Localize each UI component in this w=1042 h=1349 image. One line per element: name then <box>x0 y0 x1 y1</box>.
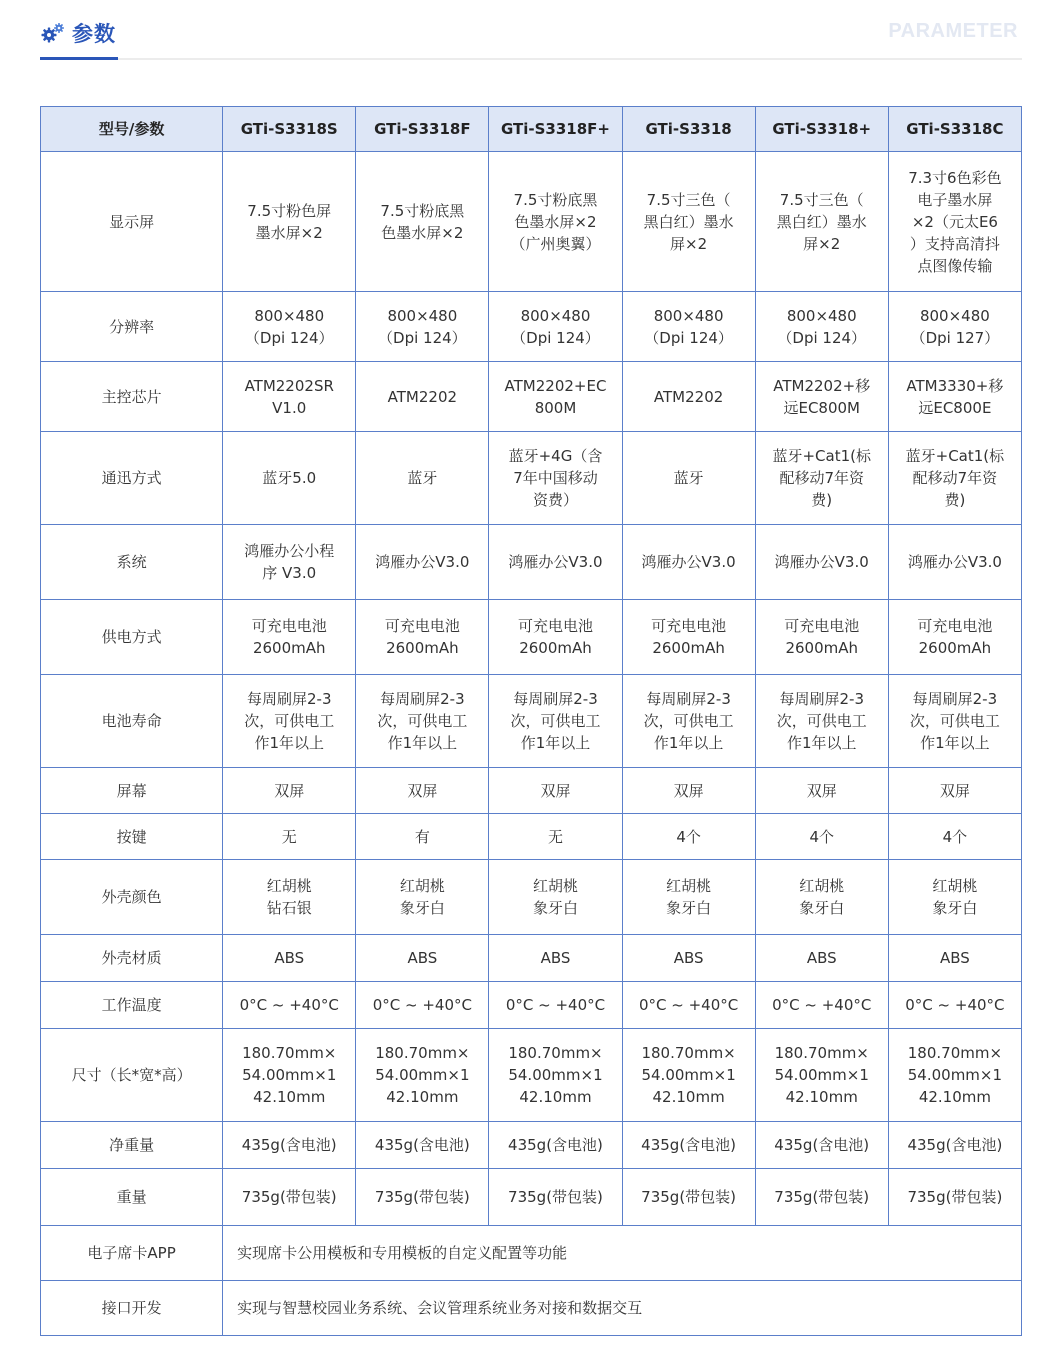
table-cell <box>356 525 489 600</box>
table-cell <box>888 600 1021 675</box>
cell-text-line: 蓝牙+4G（含 <box>508 447 603 465</box>
table-cell <box>755 525 888 600</box>
cell-text-line: ATM2202SR <box>244 376 334 395</box>
table-cell <box>888 768 1021 814</box>
column-header-model: GTi-S3318C <box>888 107 1021 152</box>
table-cell <box>489 600 622 675</box>
section-title-english: PARAMETER <box>888 20 1018 42</box>
cell-text-line: 蓝牙+Cat1(标 <box>772 447 871 465</box>
cell-text-line: 800×480 <box>520 306 591 325</box>
cell-text-line: （Dpi 124） <box>777 328 867 347</box>
cell-text-line: 次，可供电工 <box>776 712 867 730</box>
feature-description: 实现与智慧校园业务系统、会议管理系统业务对接和数据交互 <box>223 1281 1022 1336</box>
cell-text-line: 42.10mm <box>785 1088 858 1106</box>
cell-text-line: 象牙白 <box>666 899 712 917</box>
cell-text-line: 180.70mm× <box>375 1044 470 1062</box>
table-cell <box>223 1169 356 1226</box>
cell-text-line: 可充电电池 <box>384 617 460 635</box>
cell-text-line: ATM2202+移 <box>773 376 871 395</box>
column-header-model: GTi-S3318F+ <box>489 107 622 152</box>
cell-text-line: 序 V3.0 <box>262 564 317 582</box>
cell-text-line: 435g(含电池) <box>374 1136 470 1154</box>
row-label: 分辨率 <box>41 292 223 362</box>
cell-text-line: 点图像传输 <box>917 256 993 275</box>
feature-description: 实现席卡公用模板和专用模板的自定义配置等功能 <box>223 1226 1022 1281</box>
cell-text-line: 双屏 <box>274 781 305 800</box>
table-cell <box>489 814 622 860</box>
row-label: 重量 <box>41 1169 223 1226</box>
table-cell <box>489 1122 622 1169</box>
cell-text-line: 每周刷屏2-3 <box>779 690 864 708</box>
cell-text-line: 435g(含电池) <box>907 1136 1003 1154</box>
cell-text-line: 0°C ~ +40°C <box>772 996 872 1014</box>
cell-text-line: 可充电电池 <box>517 617 593 635</box>
cell-text-line: 屏×2 <box>670 234 708 253</box>
cell-text-line: 屏×2 <box>803 234 841 253</box>
cell-text-line: 远EC800E <box>918 398 992 417</box>
cell-text-line: ATM2202+EC <box>504 376 607 395</box>
cell-text-line: 735g(带包装) <box>508 1188 603 1206</box>
cell-text-line: 54.00mm×1 <box>641 1066 736 1084</box>
row-label: 按键 <box>41 814 223 860</box>
cell-text-line: 0°C ~ +40°C <box>505 996 606 1014</box>
cell-text-line: （广州奥翼） <box>510 234 601 253</box>
cell-text-line: 54.00mm×1 <box>508 1066 603 1084</box>
cell-text-line: ABS <box>939 949 970 967</box>
table-cell <box>755 292 888 362</box>
column-header-model: GTi-S3318S <box>223 107 356 152</box>
cell-text-line: 次，可供电工 <box>510 712 601 730</box>
row-label: 通迅方式 <box>41 432 223 525</box>
cell-text-line: 435g(含电池) <box>508 1136 603 1154</box>
table-row <box>41 600 1022 675</box>
cell-text-line: 配移动7年资 <box>912 469 998 487</box>
table-cell <box>755 982 888 1029</box>
cell-text-line: 4个 <box>942 827 968 846</box>
table-cell <box>489 675 622 768</box>
cell-text-line: 蓝牙 <box>673 469 704 487</box>
cell-text-line: 作1年以上 <box>520 734 591 752</box>
cell-text-line: 红胡桃 <box>266 877 312 895</box>
cell-text-line: 0°C ~ +40°C <box>372 996 472 1014</box>
cell-text-line: 鸿雁办公V3.0 <box>907 553 1002 571</box>
row-label: 主控芯片 <box>41 362 223 432</box>
cell-text-line: 42.10mm <box>652 1088 725 1106</box>
cell-text-line: 0°C ~ +40°C <box>239 996 339 1014</box>
table-cell <box>489 982 622 1029</box>
cell-text-line: 费) <box>944 491 966 509</box>
cell-text-line: 800×480 <box>919 306 990 325</box>
table-cell <box>356 982 489 1029</box>
cell-text-line: 无 <box>281 827 297 846</box>
table-cell <box>622 768 755 814</box>
table-row <box>41 1029 1022 1122</box>
cell-text-line: 4个 <box>676 827 701 846</box>
cell-text-line: 735g(带包装) <box>907 1188 1003 1206</box>
table-cell <box>888 675 1021 768</box>
cell-text-line: ）支持高清抖 <box>909 234 1000 253</box>
table-cell <box>755 935 888 982</box>
cell-text-line: 2600mAh <box>519 639 592 657</box>
table-cell <box>223 675 356 768</box>
table-row-wide <box>41 1226 1022 1281</box>
cell-text-line: 鸿雁办公V3.0 <box>508 553 603 571</box>
cell-text-line: 次，可供电工 <box>377 712 468 730</box>
cell-text-line: 红胡桃 <box>532 877 578 895</box>
table-cell <box>622 814 755 860</box>
cell-text-line: 鸿雁办公V3.0 <box>774 553 869 571</box>
cell-text-line: V1.0 <box>272 398 307 417</box>
cell-text-line: 180.70mm× <box>242 1044 337 1062</box>
cell-text-line: 0°C ~ +40°C <box>905 996 1005 1014</box>
cell-text-line: 180.70mm× <box>774 1044 869 1062</box>
cell-text-line: 黑白红）墨水 <box>776 212 867 231</box>
cell-text-line: （Dpi 124） <box>378 328 467 347</box>
cell-text-line: 作1年以上 <box>653 734 724 752</box>
cell-text-line: 象牙白 <box>799 899 845 917</box>
table-cell <box>622 362 755 432</box>
cell-text-line: 次，可供电工 <box>909 712 1000 730</box>
column-header-model: GTi-S3318F <box>356 107 489 152</box>
cell-text-line: 42.10mm <box>918 1088 991 1106</box>
table-cell <box>888 1169 1021 1226</box>
cell-text-line: 钻石银 <box>266 899 312 917</box>
cell-text-line: 配移动7年资 <box>779 469 864 487</box>
cell-text-line: 象牙白 <box>399 899 445 917</box>
cell-text-line: 蓝牙5.0 <box>262 469 317 487</box>
cell-text-line: 735g(带包装) <box>374 1188 470 1206</box>
cell-text-line: ATM2202 <box>653 387 724 406</box>
cell-text-line: 鸿雁办公小程 <box>244 542 335 560</box>
table-row <box>41 935 1022 982</box>
cell-text-line: 墨水屏×2 <box>255 223 323 242</box>
row-label: 接口开发 <box>41 1281 223 1336</box>
row-label: 屏幕 <box>41 768 223 814</box>
row-label: 外壳颜色 <box>41 860 223 935</box>
cell-text-line: ×2（元太E6 <box>911 212 998 231</box>
cell-text-line: 每周刷屏2-3 <box>646 690 731 708</box>
column-header-label: 型号/参数 <box>41 107 223 152</box>
table-cell <box>489 525 622 600</box>
table-cell <box>223 152 356 292</box>
cell-text-line: 次，可供电工 <box>244 712 335 730</box>
table-cell <box>622 935 755 982</box>
table-cell <box>489 860 622 935</box>
cell-text-line: 180.70mm× <box>508 1044 603 1062</box>
table-cell <box>755 814 888 860</box>
table-cell <box>356 600 489 675</box>
table-cell <box>356 768 489 814</box>
table-row <box>41 814 1022 860</box>
cell-text-line: 费) <box>811 491 833 509</box>
header-divider-accent <box>40 57 118 60</box>
row-label: 电池寿命 <box>41 675 223 768</box>
table-cell <box>755 1169 888 1226</box>
table-cell <box>489 1029 622 1122</box>
table-cell <box>888 935 1021 982</box>
table-cell <box>622 292 755 362</box>
table-cell <box>622 1169 755 1226</box>
cell-text-line: 鸿雁办公V3.0 <box>641 553 736 571</box>
table-row <box>41 292 1022 362</box>
table-cell <box>223 600 356 675</box>
cell-text-line: 每周刷屏2-3 <box>246 690 332 708</box>
table-row <box>41 1169 1022 1226</box>
cell-text-line: 色墨水屏×2 <box>381 223 464 242</box>
cell-text-line: 电子墨水屏 <box>917 190 993 209</box>
cell-text-line: 次，可供电工 <box>643 712 734 730</box>
cell-text-line: 7.3寸6色彩色 <box>908 168 1002 187</box>
cell-text-line: 黑白红）墨水 <box>643 212 734 231</box>
table-cell <box>223 768 356 814</box>
table-cell <box>888 432 1021 525</box>
table-row <box>41 432 1022 525</box>
cell-text-line: 54.00mm×1 <box>242 1066 337 1084</box>
cell-text-line: 4个 <box>809 827 834 846</box>
table-cell <box>356 1029 489 1122</box>
cell-text-line: ABS <box>274 949 305 967</box>
table-cell <box>356 860 489 935</box>
table-cell <box>223 292 356 362</box>
table-cell <box>888 292 1021 362</box>
cell-text-line: 2600mAh <box>652 639 725 657</box>
table-cell <box>356 935 489 982</box>
row-label: 净重量 <box>41 1122 223 1169</box>
table-cell <box>888 525 1021 600</box>
table-cell <box>888 1029 1021 1122</box>
cell-text-line: 800M <box>534 398 577 417</box>
table-cell <box>622 982 755 1029</box>
cell-text-line: 54.00mm×1 <box>375 1066 470 1084</box>
cell-text-line: 435g(含电池) <box>641 1136 737 1154</box>
cell-text-line: 42.10mm <box>253 1088 326 1106</box>
table-cell <box>356 362 489 432</box>
header-divider <box>40 58 1022 60</box>
table-cell <box>356 292 489 362</box>
cell-text-line: 可充电电池 <box>251 617 327 635</box>
cell-text-line: 作1年以上 <box>786 734 857 752</box>
table-cell <box>755 768 888 814</box>
table-header-row <box>41 107 1022 152</box>
table-cell <box>622 152 755 292</box>
cell-text-line: 800×480 <box>786 306 857 325</box>
cell-text-line: 作1年以上 <box>387 734 458 752</box>
cell-text-line: 735g(带包装) <box>774 1188 870 1206</box>
table-row <box>41 768 1022 814</box>
table-row <box>41 152 1022 292</box>
table-cell <box>489 1169 622 1226</box>
cell-text-line: 435g(含电池) <box>774 1136 870 1154</box>
column-header-model: GTi-S3318+ <box>755 107 888 152</box>
cell-text-line: 2600mAh <box>252 639 326 657</box>
cell-text-line: 180.70mm× <box>907 1044 1003 1062</box>
table-cell <box>755 362 888 432</box>
cell-text-line: ABS <box>407 949 438 967</box>
cell-text-line: 每周刷屏2-3 <box>513 690 598 708</box>
cell-text-line: 色墨水屏×2 <box>514 212 597 231</box>
table-cell <box>356 432 489 525</box>
table-cell <box>223 525 356 600</box>
cell-text-line: 蓝牙 <box>407 469 438 487</box>
gear-icon <box>40 20 66 46</box>
table-cell <box>489 432 622 525</box>
cell-text-line: ABS <box>673 949 704 967</box>
table-cell <box>223 982 356 1029</box>
table-row <box>41 525 1022 600</box>
row-label: 系统 <box>41 525 223 600</box>
row-label: 尺寸（长*宽*高） <box>41 1029 223 1122</box>
cell-text-line: 7.5寸粉色屏 <box>247 201 332 220</box>
table-cell <box>356 152 489 292</box>
table-cell <box>356 675 489 768</box>
cell-text-line: 红胡桃 <box>932 877 978 895</box>
table-cell <box>223 1029 356 1122</box>
table-cell <box>622 675 755 768</box>
cell-text-line: 42.10mm <box>386 1088 459 1106</box>
cell-text-line: 7年中国移动 <box>513 469 598 487</box>
cell-text-line: （Dpi 124） <box>644 328 733 347</box>
table-cell <box>888 1122 1021 1169</box>
cell-text-line: 435g(含电池) <box>241 1136 337 1154</box>
cell-text-line: 红胡桃 <box>399 877 445 895</box>
cell-text-line: 800×480 <box>387 306 458 325</box>
section-header <box>40 0 1022 60</box>
cell-text-line: 资费） <box>532 491 578 509</box>
section-title: 参数 <box>72 22 116 46</box>
table-row-wide <box>41 1281 1022 1336</box>
cell-text-line: 红胡桃 <box>799 877 845 895</box>
cell-text-line: 无 <box>547 827 563 846</box>
cell-text-line: 每周刷屏2-3 <box>380 690 465 708</box>
cell-text-line: 54.00mm×1 <box>907 1066 1003 1084</box>
parameter-table <box>40 106 1022 1336</box>
table-cell <box>888 362 1021 432</box>
table-cell <box>888 860 1021 935</box>
cell-text-line: （Dpi 124） <box>511 328 600 347</box>
table-cell <box>755 432 888 525</box>
table-cell <box>888 152 1021 292</box>
cell-text-line: ATM2202 <box>387 387 458 406</box>
table-cell <box>622 860 755 935</box>
table-cell <box>755 152 888 292</box>
table-cell <box>622 1029 755 1122</box>
cell-text-line: 54.00mm×1 <box>774 1066 869 1084</box>
table-cell <box>356 1122 489 1169</box>
table-cell <box>356 1169 489 1226</box>
table-cell <box>622 1122 755 1169</box>
table-row <box>41 860 1022 935</box>
cell-text-line: 2600mAh <box>918 639 992 657</box>
cell-text-line: （Dpi 124） <box>244 328 334 347</box>
table-cell <box>223 1122 356 1169</box>
cell-text-line: 蓝牙+Cat1(标 <box>905 447 1005 465</box>
table-cell <box>489 935 622 982</box>
cell-text-line: 每周刷屏2-3 <box>912 690 998 708</box>
table-row <box>41 675 1022 768</box>
table-cell <box>223 814 356 860</box>
cell-text-line: ABS <box>540 949 571 967</box>
row-label: 工作温度 <box>41 982 223 1029</box>
table-cell <box>489 768 622 814</box>
table-cell <box>755 1029 888 1122</box>
cell-text-line: 可充电电池 <box>651 617 727 635</box>
cell-text-line: 有 <box>414 827 430 846</box>
cell-text-line: （Dpi 127） <box>910 328 1000 347</box>
row-label: 电子席卡APP <box>41 1226 223 1281</box>
cell-text-line: 象牙白 <box>532 899 578 917</box>
cell-text-line: 735g(带包装) <box>241 1188 337 1206</box>
table-cell <box>223 860 356 935</box>
cell-text-line: 可充电电池 <box>917 617 993 635</box>
cell-text-line: 双屏 <box>407 781 438 800</box>
cell-text-line: ABS <box>806 949 837 967</box>
table-cell <box>888 982 1021 1029</box>
cell-text-line: 远EC800M <box>783 398 860 417</box>
cell-text-line: 42.10mm <box>519 1088 592 1106</box>
table-cell <box>755 600 888 675</box>
table-row <box>41 982 1022 1029</box>
cell-text-line: 红胡桃 <box>666 877 712 895</box>
table-cell <box>489 292 622 362</box>
table-cell <box>223 432 356 525</box>
table-cell <box>888 814 1021 860</box>
table-cell <box>755 675 888 768</box>
cell-text-line: ATM3330+移 <box>906 376 1004 395</box>
table-cell <box>755 1122 888 1169</box>
cell-text-line: 象牙白 <box>932 899 978 917</box>
cell-text-line: 7.5寸三色（ <box>779 190 864 209</box>
table-cell <box>489 152 622 292</box>
cell-text-line: 800×480 <box>653 306 724 325</box>
table-cell <box>755 860 888 935</box>
cell-text-line: 鸿雁办公V3.0 <box>375 553 470 571</box>
table-cell <box>622 525 755 600</box>
row-label: 显示屏 <box>41 152 223 292</box>
table-row <box>41 1122 1022 1169</box>
table-cell <box>622 600 755 675</box>
cell-text-line: 双屏 <box>806 781 837 800</box>
row-label: 供电方式 <box>41 600 223 675</box>
cell-text-line: 0°C ~ +40°C <box>638 996 739 1014</box>
table-cell <box>622 432 755 525</box>
table-cell <box>356 814 489 860</box>
cell-text-line: 2600mAh <box>785 639 859 657</box>
column-header-model: GTi-S3318 <box>622 107 755 152</box>
table-cell <box>223 362 356 432</box>
cell-text-line: 180.70mm× <box>641 1044 736 1062</box>
cell-text-line: 可充电电池 <box>784 617 860 635</box>
cell-text-line: 双屏 <box>673 781 704 800</box>
cell-text-line: 735g(带包装) <box>641 1188 737 1206</box>
cell-text-line: 800×480 <box>254 306 325 325</box>
table-cell <box>223 935 356 982</box>
cell-text-line: 7.5寸粉底黑 <box>513 190 598 209</box>
table-row <box>41 362 1022 432</box>
cell-text-line: 双屏 <box>939 781 970 800</box>
cell-text-line: 2600mAh <box>386 639 459 657</box>
row-label: 外壳材质 <box>41 935 223 982</box>
cell-text-line: 作1年以上 <box>920 734 990 752</box>
cell-text-line: 7.5寸三色（ <box>646 190 731 209</box>
cell-text-line: 双屏 <box>540 781 571 800</box>
table-cell <box>489 362 622 432</box>
cell-text-line: 7.5寸粉底黑 <box>380 201 465 220</box>
cell-text-line: 作1年以上 <box>254 734 324 752</box>
